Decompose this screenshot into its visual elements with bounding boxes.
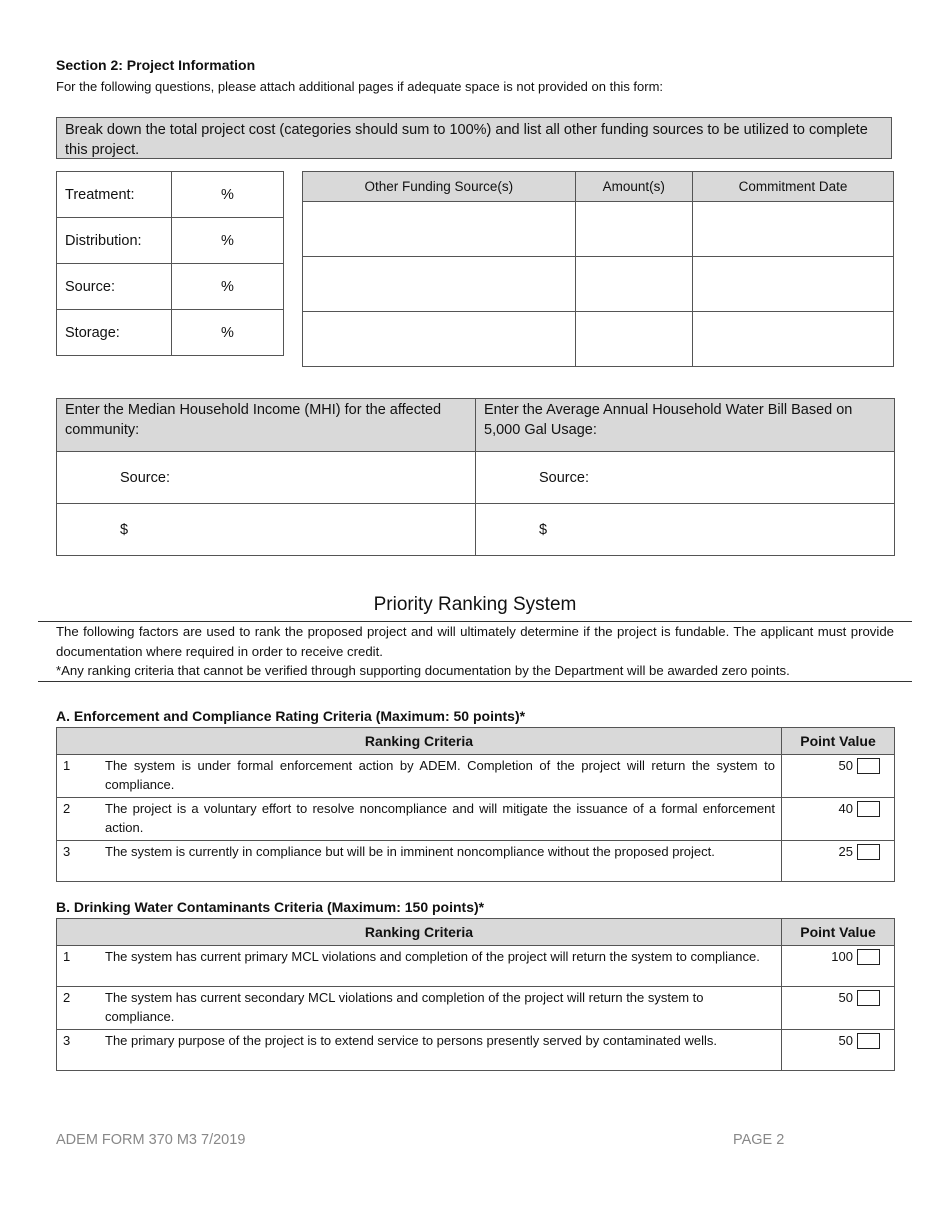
criteria-row	[57, 798, 895, 841]
amount-field[interactable]	[575, 202, 692, 257]
funding-sources-table	[302, 171, 894, 367]
point-value	[782, 946, 895, 987]
criteria-number: 2	[57, 798, 100, 841]
point-value	[782, 841, 895, 882]
criteria-row	[57, 987, 895, 1030]
checkbox[interactable]	[857, 1033, 880, 1049]
checkbox[interactable]	[857, 949, 880, 965]
points: 50	[838, 990, 853, 1005]
percent-field[interactable]: %	[172, 264, 284, 310]
checkbox[interactable]	[857, 990, 880, 1006]
criteria-number: 2	[57, 987, 100, 1030]
cost-row-source	[57, 264, 284, 310]
priority-ranking-note: *Any ranking criteria that cannot be verified through supporting documentation by the Department will be awarded zero points.	[56, 663, 790, 678]
funding-row	[303, 202, 894, 257]
criteria-a-table	[56, 727, 895, 882]
criteria-text: The primary purpose of the project is to extend service to persons presently served by contaminated wells.	[99, 1030, 782, 1071]
ranking-criteria-header: Ranking Criteria	[57, 728, 782, 755]
criteria-row	[57, 946, 895, 987]
criteria-number: 3	[57, 841, 100, 882]
ranking-criteria-header: Ranking Criteria	[57, 919, 782, 946]
commitment-date-header: Commitment Date	[692, 172, 893, 202]
points: 50	[838, 1033, 853, 1048]
cost-breakdown-table	[56, 171, 284, 356]
points: 100	[831, 949, 853, 964]
section-title: Section 2: Project Information	[56, 57, 256, 73]
points: 40	[838, 801, 853, 816]
cost-row-treatment	[57, 172, 284, 218]
cost-row-distribution	[57, 218, 284, 264]
criteria-text: The system has current primary MCL violations and completion of the project will return the system to compliance.	[99, 946, 782, 987]
percent-field[interactable]: %	[172, 310, 284, 356]
cost-label: Storage:	[57, 310, 172, 356]
priority-ranking-text	[56, 622, 894, 681]
criteria-number: 1	[57, 946, 100, 987]
funding-source-header: Other Funding Source(s)	[303, 172, 576, 202]
water-bill-amount-field[interactable]: $	[476, 504, 895, 556]
water-bill-header: Enter the Average Annual Household Water Bill Based on 5,000 Gal Usage:	[476, 399, 895, 452]
mhi-source-field[interactable]: Source:	[57, 452, 476, 504]
mhi-water-bill-table	[56, 398, 895, 556]
amount-header: Amount(s)	[575, 172, 692, 202]
criteria-text: The system is currently in compliance but will be in imminent noncompliance without the proposed project.	[99, 841, 782, 882]
criteria-row	[57, 841, 895, 882]
page-number: PAGE 2	[733, 1132, 785, 1148]
criteria-number: 1	[57, 755, 100, 798]
checkbox[interactable]	[857, 844, 880, 860]
cost-label: Distribution:	[57, 218, 172, 264]
funding-source-field[interactable]	[303, 202, 576, 257]
amount-field[interactable]	[575, 312, 692, 367]
cost-label: Treatment:	[57, 172, 172, 218]
funding-row	[303, 257, 894, 312]
checkbox[interactable]	[857, 801, 880, 817]
divider	[38, 681, 912, 682]
checkbox[interactable]	[857, 758, 880, 774]
points: 25	[838, 844, 853, 859]
cost-breakdown-instruction: Break down the total project cost (categories should sum to 100%) and list all other funding sources to be utilized to complete this project.	[56, 117, 892, 159]
criteria-number: 3	[57, 1030, 100, 1071]
point-value	[782, 798, 895, 841]
form-number: ADEM FORM 370 M3 7/2019	[56, 1132, 246, 1148]
criteria-b-heading: B. Drinking Water Contaminants Criteria (Maximum: 150 points)*	[56, 899, 485, 915]
criteria-a-heading: A. Enforcement and Compliance Rating Criteria (Maximum: 50 points)*	[56, 708, 526, 724]
priority-ranking-title: Priority Ranking System	[373, 594, 577, 615]
water-bill-source-field[interactable]: Source:	[476, 452, 895, 504]
commitment-date-field[interactable]	[692, 312, 893, 367]
point-value	[782, 755, 895, 798]
mhi-amount-field[interactable]: $	[57, 504, 476, 556]
criteria-b-table	[56, 918, 895, 1071]
criteria-text: The project is a voluntary effort to resolve noncompliance and will mitigate the issuance of a formal enforcement action.	[99, 798, 782, 841]
point-value	[782, 1030, 895, 1071]
amount-field[interactable]	[575, 257, 692, 312]
point-value	[782, 987, 895, 1030]
commitment-date-field[interactable]	[692, 202, 893, 257]
percent-field[interactable]: %	[172, 218, 284, 264]
percent-field[interactable]: %	[172, 172, 284, 218]
point-value-header: Point Value	[782, 728, 895, 755]
mhi-header: Enter the Median Household Income (MHI) for the affected community:	[57, 399, 476, 452]
criteria-text: The system is under formal enforcement action by ADEM. Completion of the project will return the system to compliance.	[99, 755, 782, 798]
priority-ranking-description: The following factors are used to rank the proposed project and will ultimately determine if the project is fundable. The applicant must provide documentation where required in order to receive credit.	[56, 624, 894, 659]
section-subtitle: For the following questions, please attach additional pages if adequate space is not provided on this form:	[56, 79, 664, 94]
funding-source-field[interactable]	[303, 257, 576, 312]
criteria-row	[57, 755, 895, 798]
points: 50	[838, 758, 853, 773]
funding-row	[303, 312, 894, 367]
cost-label: Source:	[57, 264, 172, 310]
commitment-date-field[interactable]	[692, 257, 893, 312]
criteria-text: The system has current secondary MCL violations and completion of the project will return the system to compliance.	[99, 987, 782, 1030]
cost-row-storage	[57, 310, 284, 356]
funding-source-field[interactable]	[303, 312, 576, 367]
point-value-header: Point Value	[782, 919, 895, 946]
criteria-row	[57, 1030, 895, 1071]
